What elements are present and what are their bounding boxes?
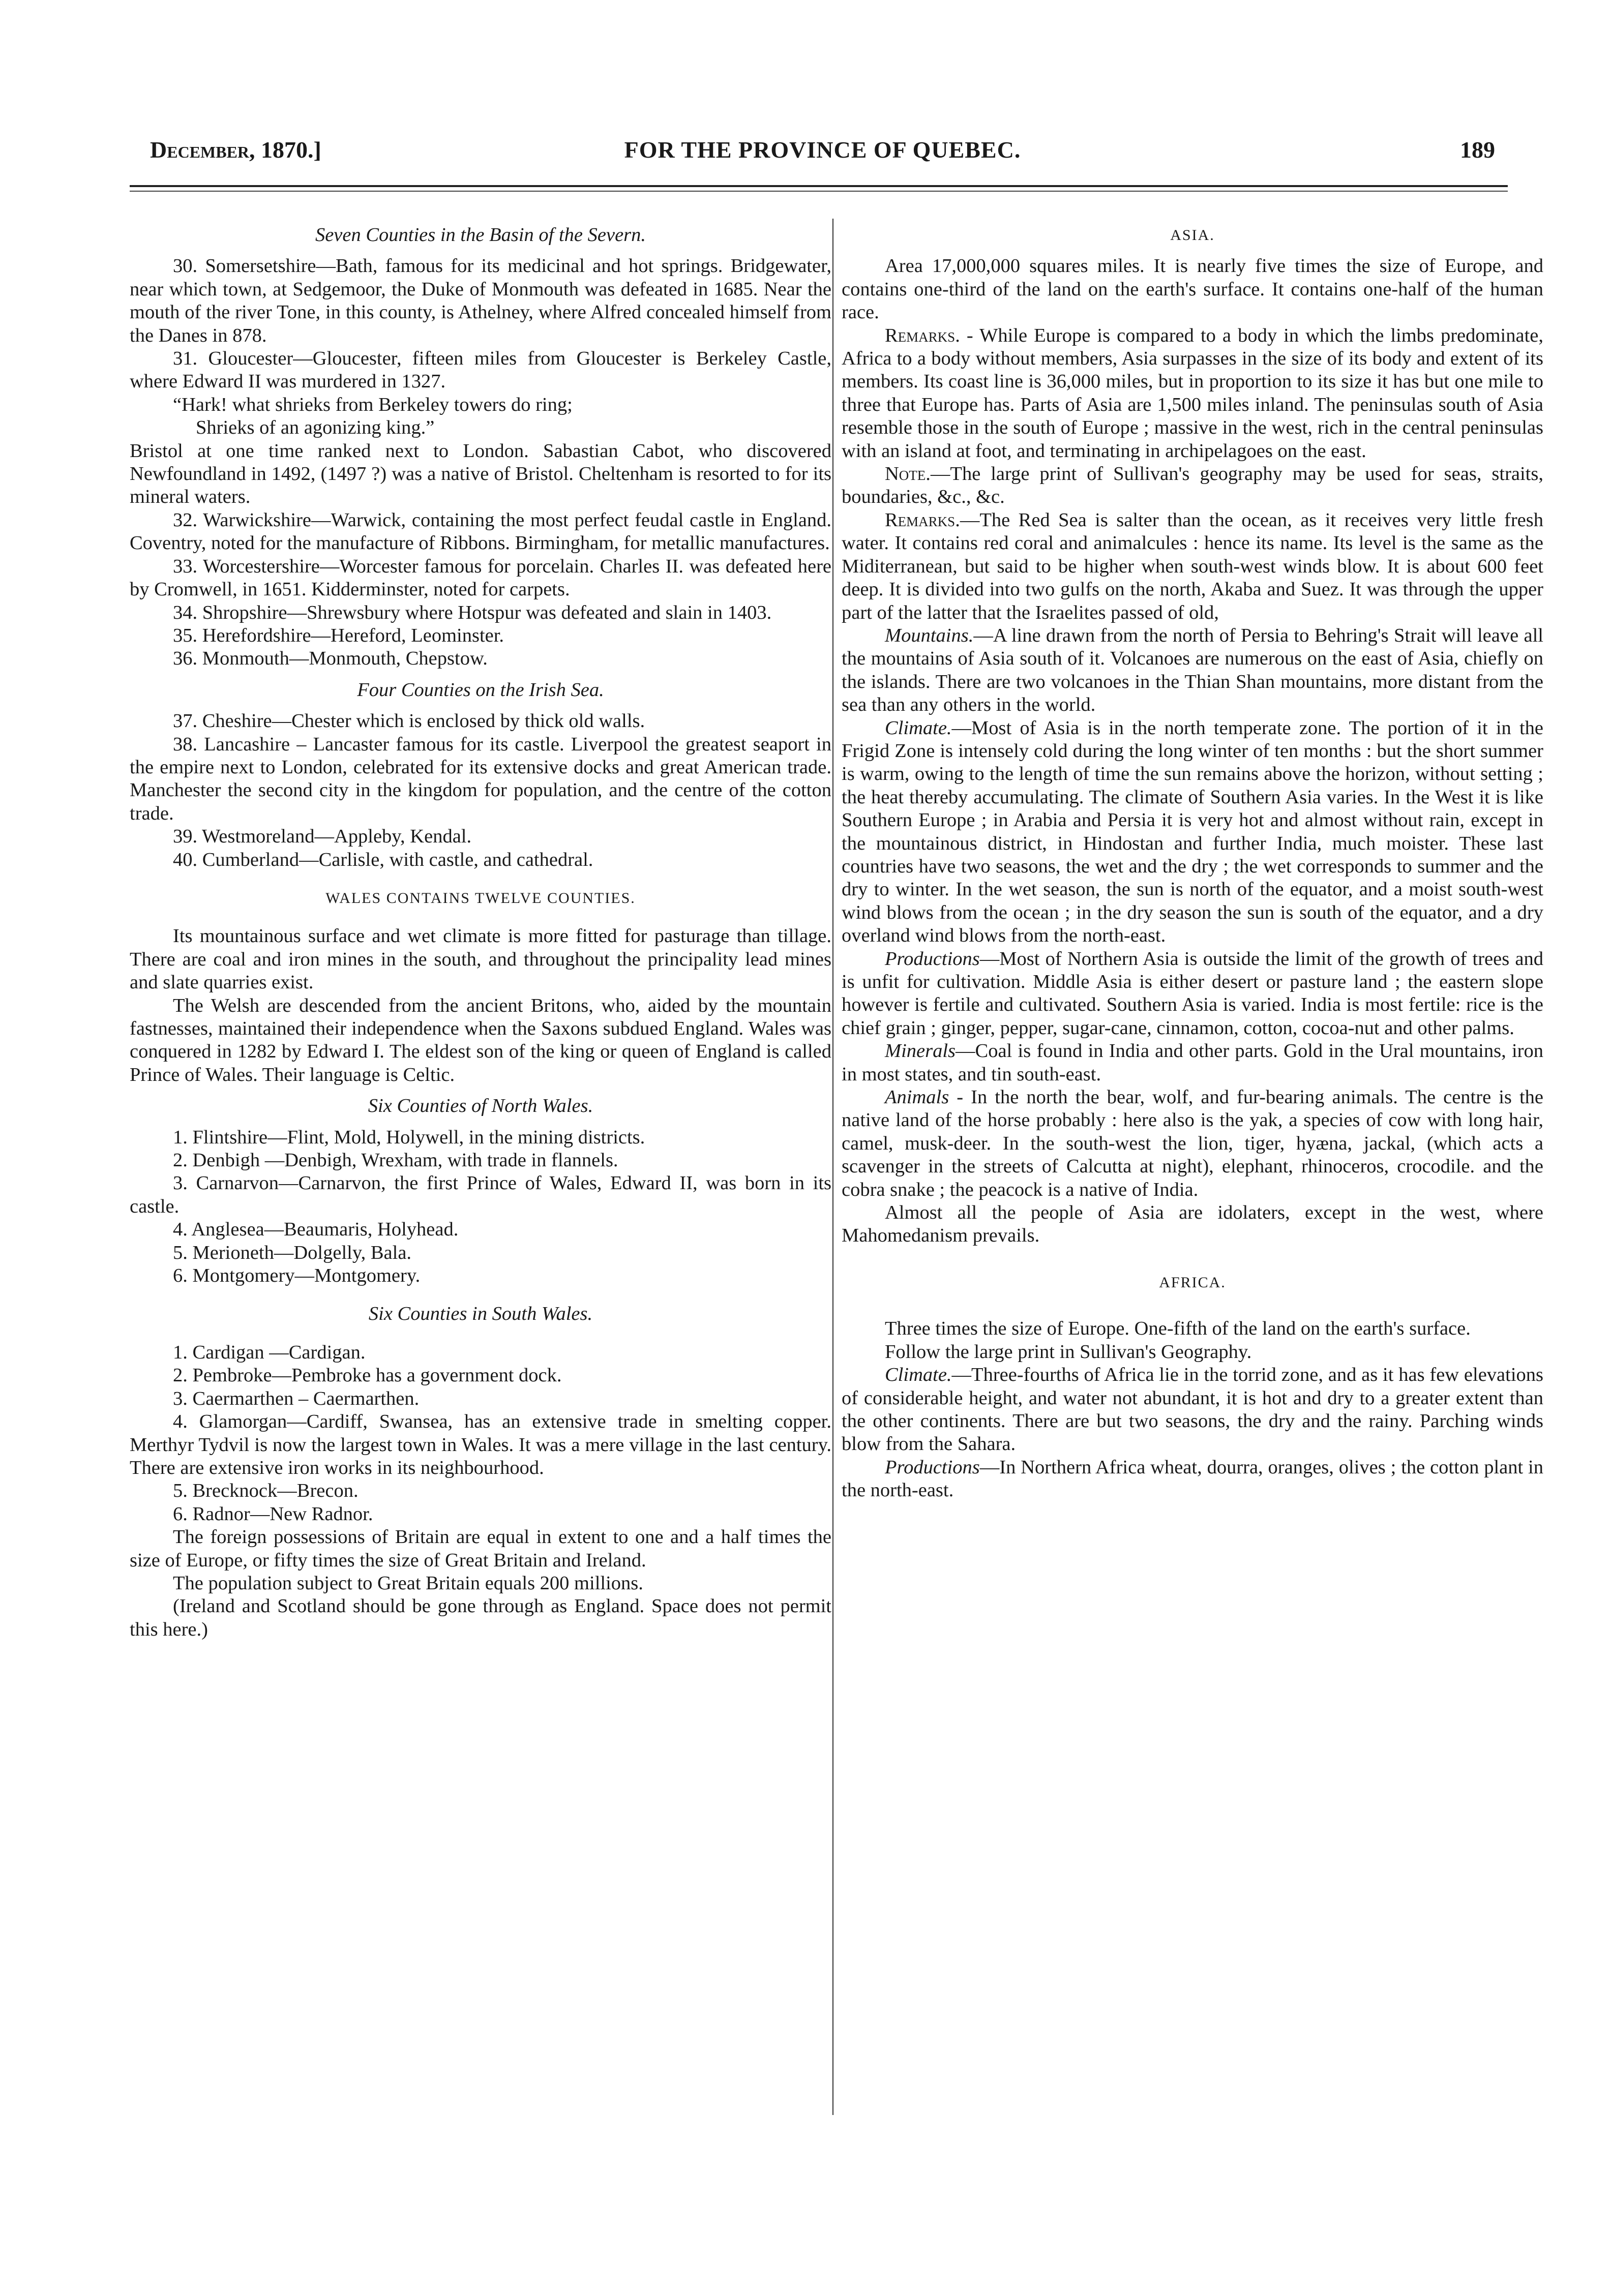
header-rule — [130, 185, 1508, 187]
paragraph-31: 31. Gloucester—Gloucester, fifteen miles from Gloucester is Berkeley Castle, where Edward II was murdered in 1327. — [130, 348, 831, 392]
paragraph-wales-2: The Welsh are descended from the ancient Britons, who, aided by the mountain fastnesses, maintained their independence when the Saxons subdued England. Wales was conquered in 1282 by Edward I. The eldest son of the king or queen of England is called Prince of Wales. Their language is Celtic. — [130, 994, 831, 1085]
label-remarks: Remarks. — [885, 324, 960, 346]
header-rule-thin — [130, 191, 1508, 192]
paragraph-39: 39. Westmoreland—Appleby, Kendal. — [173, 826, 472, 848]
paragraph-asia-area: Area 17,000,000 squares miles. It is nearly five times the size of Europe, and contains one-third of the land on the earth's surface. It contains one-half of the human race. — [842, 255, 1543, 323]
label-climate: Climate. — [885, 717, 952, 739]
paragraph-40: 40. Cumberland—Carlisle, with castle, and cathedral. — [173, 849, 593, 870]
paragraph-population: The population subject to Great Britain equals 200 millions. — [173, 1572, 643, 1594]
text-red-sea: —The Red Sea is salter than the ocean, as it receives very little fresh water. It contains red coral and animalcules : hence its name. Its level is the same as the Miditerranean, but said to be higher when south-west winds blow. It is about 600 feet deep. It is divided into two gulfs on the north, Akaba and Suez. It was through the upper part of the latter that the Israelites passed of old, — [842, 509, 1543, 623]
section-heading-africa: AFRICA. — [1159, 1274, 1226, 1291]
paragraph-productions — [842, 948, 1543, 1040]
header-date: December, 1870.] — [150, 137, 321, 163]
paragraph-33: 33. Worcestershire—Worcester famous for porcelain. Charles II. was defeated here by Cromwell, in 1651. Kidderminster, noted for carpets. — [130, 555, 831, 600]
poem-line-1: “Hark! what shrieks from Berkeley towers do ring; — [173, 394, 573, 415]
paragraph-climate — [842, 717, 1543, 948]
north-wales-4: 4. Anglesea—Beaumaris, Holyhead. — [173, 1219, 459, 1241]
text-minerals: —Coal is found in India and other parts. Gold in the Ural mountains, iron in most states, and tin south-east. — [842, 1040, 1543, 1085]
poem-line-2: Shrieks of an agonizing king.” — [196, 417, 435, 439]
paragraph-animals — [842, 1086, 1543, 1201]
paragraph-37: 37. Cheshire—Chester which is enclosed by thick old walls. — [173, 710, 645, 732]
paragraph-red-sea — [842, 509, 1543, 624]
label-animals: Animals — [885, 1086, 949, 1108]
paragraph-30: 30. Somersetshire—Bath, famous for its medicinal and hot springs. Bridgewater, near which town, at Sedgemoor, the Duke of Monmouth was defeated in 1685. Near the mouth of the river Tone, in this county, is Athelney, where Alfred concealed himself from the Danes in 878. — [130, 255, 831, 346]
label-productions: Productions — [885, 948, 980, 970]
paragraph-africa-productions — [842, 1456, 1543, 1502]
label-remarks-2: Remarks. — [885, 509, 960, 531]
label-mountains: Mountains. — [885, 624, 974, 646]
text-note-sullivan: —The large print of Sullivan's geography may be used for seas, straits, boundaries, &c., &c. — [842, 463, 1543, 508]
paragraph-31b: Bristol at one time ranked next to London. Sabastian Cabot, who discovered Newfoundland in 1492, (1497 ?) was a native of Bristol. Cheltenham is resorted to for its mineral waters. — [130, 440, 831, 508]
north-wales-2: 2. Denbigh —Denbigh, Wrexham, with trade in flannels. — [173, 1150, 618, 1171]
column-divider — [832, 219, 833, 2115]
paragraph-note-ireland: (Ireland and Scotland should be gone through as England. Space does not permit this here.) — [130, 1595, 831, 1640]
text-africa-productions: —In Northern Africa wheat, dourra, oranges, olives ; the cotton plant in the north-east. — [842, 1456, 1543, 1501]
south-wales-4: 4. Glamorgan—Cardiff, Swansea, has an extensive trade in smelting copper. Merthyr Tydvil is now the largest town in Wales. It was a mere village in the last century. There are extensive iron works in its neighbourhood. — [130, 1411, 831, 1478]
south-wales-2: 2. Pembroke—Pembroke has a government dock. — [173, 1365, 562, 1386]
section-heading-wales: WALES CONTAINS TWELVE COUNTIES. — [325, 889, 636, 907]
paragraph-36: 36. Monmouth—Monmouth, Chepstow. — [173, 648, 488, 670]
page-header — [150, 136, 1495, 172]
left-column — [130, 224, 831, 1641]
text-animals: - In the north the bear, wolf, and fur-bearing animals. The centre is the native land of the horse probably : here also is the yak, a species of cow with long hair, camel, musk-deer. In the south-west the lion, tiger, hyæna, jackal, (which acts a scavenger in the streets of Calcutta at night), elephant, rhinoceros, crocodile. and the cobra snake ; the peacock is a native of India. — [842, 1086, 1543, 1200]
north-wales-3: 3. Carnarvon—Carnarvon, the first Prince of Wales, Edward II, was born in its castle. — [130, 1172, 831, 1217]
text-productions: —Most of Northern Asia is outside the limit of the growth of trees and is unfit for cultivation. Middle Asia is either desert or pasture land ; the eastern slope however is fertile and cultivated. Southern Asia is varied. India is most fertile: rice is the chief grain ; ginger, pepper, sugar-cane, cinnamon, cotton, cocoa-nut and other palms. — [842, 948, 1543, 1039]
paragraph-34: 34. Shropshire—Shrewsbury where Hotspur was defeated and slain in 1403. — [173, 601, 772, 623]
south-wales-1: 1. Cardigan —Cardigan. — [173, 1341, 366, 1363]
text-mountains: —A line drawn from the north of Persia to Behring's Strait will leave all the mountains of Asia south of it. Volcanoes are numerous on the east of Asia, chiefly on the islands. There are two volcanoes in the Thian Shan mountains, more distant from the sea than any others in the world. — [842, 624, 1543, 716]
page-number: 189 — [1460, 137, 1495, 163]
text-africa-climate: —Three-fourths of Africa lie in the torrid zone, and as it has few elevations of considerable height, and water not abundant, it is hot and dry to a greater extent than the other continents. There are but two seasons, the dry and the rainy. Parching winds blow from the Sahara. — [842, 1364, 1543, 1455]
label-note: Note. — [885, 463, 931, 485]
north-wales-5: 5. Merioneth—Dolgelly, Bala. — [173, 1242, 412, 1263]
paragraph-note-sullivan — [842, 463, 1543, 509]
paragraph-africa-sullivan: Follow the large print in Sullivan's Geography. — [885, 1341, 1252, 1363]
section-heading-north-wales: Six Counties of North Wales. — [368, 1095, 593, 1117]
paragraph-35: 35. Herefordshire—Hereford, Leominster. — [173, 624, 504, 646]
text-climate: —Most of Asia is in the north temperate zone. The portion of it in the Frigid Zone is intensely cold during the long winter of ten months : but the short summer is warm, owing to the length of time the sun remains above the horizon, without setting ; the heat thereby accumulating. The climate of Southern Asia varies. In the West it is like Southern Europe ; in Arabia and Persia it is very hot and almost without rain, except in the mountainous district, in Hindostan and further India, much moister. These last countries have two seasons, the wet and the dry ; the wet corresponds to summer and the dry to winter. In the wet season, the sun is north of the equator, and a moist south-west wind blows from the ocean ; in the dry season the sun is south of the equator, and a dry overland wind blows from the north-east. — [842, 717, 1543, 947]
text-asia-remarks: - While Europe is compared to a body in which the limbs predominate, Africa to a body without members, Asia surpasses in the size of its body and extent of its members. Its coast line is 36,000 miles, but in proportion to its size it has but one mile to three that Europe has. Parts of Asia are 1,500 miles inland. The peninsulas south of Asia resemble those in the south of Europe ; massive in the west, rich in the central peninsulas with an island at foot, and terminating in archipelagoes on the east. — [842, 324, 1543, 462]
paragraph-africa-size: Three times the size of Europe. One-fifth of the land on the earth's surface. — [885, 1318, 1471, 1340]
south-wales-3: 3. Caermarthen – Caermarthen. — [173, 1387, 420, 1409]
paragraph-foreign-possessions: The foreign possessions of Britain are equal in extent to one and a half times the size of Europe, or fifty times the size of Great Britain and Ireland. — [130, 1526, 831, 1571]
paragraph-38: 38. Lancashire – Lancaster famous for its castle. Liverpool the greatest seaport in the empire next to London, celebrated for its extensive docks and great American trade. Manchester the second city in the kingdom for population, and the centre of the cotton trade. — [130, 733, 831, 824]
paragraph-minerals — [842, 1040, 1543, 1086]
paragraph-africa-climate — [842, 1364, 1543, 1456]
paragraph-wales-1: Its mountainous surface and wet climate is more fitted for pasturage than tillage. There are coal and iron mines in the south, and throughout the principality lead mines and slate quarries exist. — [130, 925, 831, 993]
label-minerals: Minerals — [885, 1040, 956, 1062]
paragraph-mountains — [842, 624, 1543, 717]
north-wales-6: 6. Montgomery—Montgomery. — [173, 1265, 421, 1287]
section-heading-south-wales: Six Counties in South Wales. — [368, 1303, 593, 1325]
north-wales-1: 1. Flintshire—Flint, Mold, Holywell, in the mining districts. — [173, 1126, 645, 1148]
section-heading-asia: ASIA. — [1170, 227, 1215, 244]
label-africa-productions: Productions — [885, 1456, 980, 1478]
header-title: FOR THE PROVINCE OF QUEBEC. — [624, 137, 1021, 163]
south-wales-5: 5. Brecknock—Brecon. — [173, 1480, 359, 1502]
paragraph-32: 32. Warwickshire—Warwick, containing the most perfect feudal castle in England. Coventry, noted for the manufacture of Ribbons. Birmingham, for metallic manufactures. — [130, 509, 831, 554]
paragraph-asia-remarks — [842, 324, 1543, 463]
right-column — [842, 224, 1543, 1502]
label-africa-climate: Climate. — [885, 1364, 952, 1386]
paragraph-idolaters: Almost all the people of Asia are idolaters, except in the west, where Mahomedanism prevails. — [842, 1202, 1543, 1247]
section-heading-irish-sea: Four Counties on the Irish Sea. — [357, 679, 604, 701]
south-wales-6: 6. Radnor—New Radnor. — [173, 1503, 373, 1525]
section-heading-severn: Seven Counties in the Basin of the Severn. — [315, 224, 646, 246]
